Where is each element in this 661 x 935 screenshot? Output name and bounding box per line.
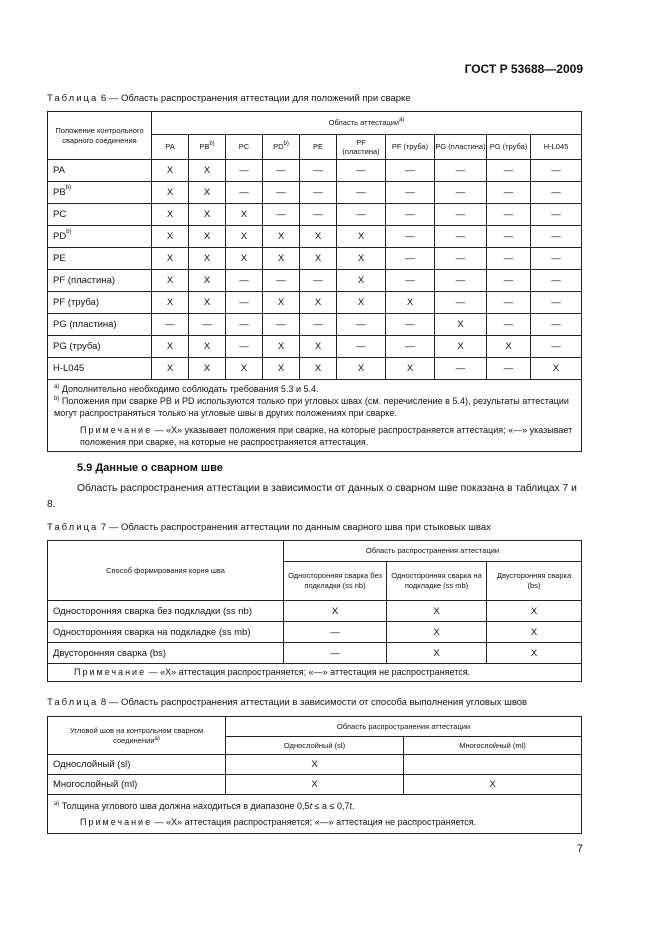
table-cell: X bbox=[300, 248, 337, 270]
footnote-a-mid: ≤ a ≤ 0,7 bbox=[312, 801, 350, 811]
table-cell: — bbox=[487, 182, 531, 204]
table-row bbox=[48, 314, 582, 336]
table-cell bbox=[404, 755, 582, 775]
table-cell: X bbox=[189, 336, 226, 358]
table6-caption-word: Таблица bbox=[47, 93, 99, 104]
table-cell: — bbox=[531, 292, 582, 314]
table-cell: — bbox=[531, 248, 582, 270]
table-cell: X bbox=[284, 601, 387, 622]
table-cell: — bbox=[263, 314, 300, 336]
table-cell: X bbox=[152, 160, 189, 182]
table8-footnote-a bbox=[54, 801, 355, 811]
table-cell: — bbox=[263, 270, 300, 292]
row-label-text: PD bbox=[53, 231, 67, 242]
table6-col-header bbox=[300, 135, 337, 160]
table7-col-header: Односторонняя сварка без подкладки (ss nb) bbox=[284, 562, 387, 601]
standard-number: ГОСТ Р 53688—2009 bbox=[464, 62, 583, 76]
table8-caption bbox=[47, 697, 527, 708]
table-cell: — bbox=[263, 160, 300, 182]
table-cell: X bbox=[337, 292, 386, 314]
table-cell: — bbox=[337, 182, 386, 204]
table-cell: — bbox=[386, 204, 435, 226]
table-cell: — bbox=[386, 336, 435, 358]
table-row bbox=[48, 248, 582, 270]
table-cell: — bbox=[226, 270, 263, 292]
table-row bbox=[48, 775, 582, 795]
table-cell: X bbox=[531, 358, 582, 380]
table-cell: — bbox=[300, 314, 337, 336]
col-label: PG (труба) bbox=[489, 142, 528, 152]
table-cell: X bbox=[189, 226, 226, 248]
row-label-text: PE bbox=[53, 253, 66, 264]
table-cell: — bbox=[189, 314, 226, 336]
table-cell: X bbox=[226, 358, 263, 380]
table-cell: X bbox=[300, 336, 337, 358]
table-cell: X bbox=[263, 248, 300, 270]
row-label-text: PB bbox=[53, 187, 66, 198]
note-word: Примечание bbox=[74, 667, 147, 677]
footnote-a-pre: Толщина углового шва должна находиться в диапазоне 0,5 bbox=[61, 801, 310, 811]
col-label: H-L045 bbox=[543, 142, 569, 152]
table-cell: X bbox=[152, 182, 189, 204]
table-cell: — bbox=[435, 270, 487, 292]
table-cell: X bbox=[337, 226, 386, 248]
table-cell: — bbox=[226, 182, 263, 204]
table6-col-header bbox=[386, 135, 435, 160]
table6-footnote-a bbox=[54, 384, 318, 394]
table7-group-header: Область распространения аттестации bbox=[284, 541, 582, 562]
table-cell: X bbox=[226, 226, 263, 248]
table-cell: — bbox=[531, 226, 582, 248]
table-cell: X bbox=[189, 292, 226, 314]
footnote-a-t2: t bbox=[349, 801, 352, 811]
table8-note bbox=[54, 814, 575, 830]
table-cell: — bbox=[263, 204, 300, 226]
row-label bbox=[48, 270, 152, 292]
table7-col-header: Односторонняя сварка на подкладке (ss mb) bbox=[387, 562, 487, 601]
col-label: PA bbox=[165, 142, 175, 152]
footnote-a-mark: a) bbox=[54, 801, 60, 807]
row-label: Однослойный (sl) bbox=[48, 755, 226, 775]
table-cell: — bbox=[531, 270, 582, 292]
table-cell: X bbox=[435, 314, 487, 336]
table7-caption-word: Таблица bbox=[47, 522, 99, 533]
table-cell: — bbox=[152, 314, 189, 336]
table-cell: — bbox=[226, 292, 263, 314]
table-cell: X bbox=[487, 643, 582, 664]
table-cell: X bbox=[152, 204, 189, 226]
table-cell: X bbox=[189, 358, 226, 380]
footnote-a-end: . bbox=[352, 801, 355, 811]
table-cell: X bbox=[300, 358, 337, 380]
table6-group-note: a) bbox=[399, 117, 405, 124]
table-cell: X bbox=[263, 358, 300, 380]
table8-caption-word: Таблица bbox=[47, 697, 99, 708]
table-cell: — bbox=[487, 204, 531, 226]
row-label-text: H-L045 bbox=[53, 363, 85, 374]
row-label bbox=[48, 248, 152, 270]
table-cell: X bbox=[387, 622, 487, 643]
table-cell: X bbox=[387, 643, 487, 664]
row-label-text: PA bbox=[53, 165, 65, 176]
table-cell: X bbox=[263, 336, 300, 358]
table-cell: X bbox=[226, 775, 404, 795]
table-cell: — bbox=[487, 292, 531, 314]
table-cell: — bbox=[386, 226, 435, 248]
col-label: PC bbox=[238, 142, 250, 152]
table-cell: — bbox=[386, 248, 435, 270]
table6-col-header bbox=[487, 135, 531, 160]
table8-rowhead bbox=[48, 717, 226, 755]
table6-group-header bbox=[152, 112, 582, 135]
row-label-text: PC bbox=[53, 209, 67, 220]
table6-col-header bbox=[152, 135, 189, 160]
table-cell: — bbox=[300, 204, 337, 226]
table-cell: — bbox=[435, 292, 487, 314]
table-cell: — bbox=[435, 248, 487, 270]
table-cell: — bbox=[300, 160, 337, 182]
row-label: Односторонняя сварка на подкладке (ss mb) bbox=[48, 622, 284, 643]
table-cell: X bbox=[300, 292, 337, 314]
table-cell: — bbox=[487, 358, 531, 380]
table6-group-label: Область аттестации bbox=[328, 118, 400, 128]
note-word: Примечание bbox=[80, 425, 153, 435]
row-label bbox=[48, 358, 152, 380]
table-cell: X bbox=[263, 292, 300, 314]
table7 bbox=[47, 540, 582, 682]
table-cell: — bbox=[531, 314, 582, 336]
table-cell: — bbox=[487, 248, 531, 270]
table-cell: X bbox=[189, 248, 226, 270]
table6-note bbox=[54, 424, 575, 448]
col-label: PF (пластина) bbox=[342, 137, 380, 156]
table-cell: — bbox=[531, 182, 582, 204]
col-label: PF (труба) bbox=[391, 142, 429, 152]
table6-col-header bbox=[226, 135, 263, 160]
table8-footnotes bbox=[48, 795, 582, 834]
table-row bbox=[48, 601, 582, 622]
table-cell: — bbox=[337, 336, 386, 358]
table-cell: — bbox=[487, 160, 531, 182]
table-row bbox=[48, 358, 582, 380]
row-label bbox=[48, 292, 152, 314]
row-label bbox=[48, 314, 152, 336]
table-cell: — bbox=[337, 160, 386, 182]
table-cell: X bbox=[226, 755, 404, 775]
table-row bbox=[48, 622, 582, 643]
page-number: 7 bbox=[576, 843, 583, 855]
table-cell: — bbox=[487, 226, 531, 248]
table8-rowhead-label: Угловой шов на контрольном сварном соединении bbox=[69, 725, 204, 745]
table-cell: X bbox=[435, 336, 487, 358]
table-cell: X bbox=[189, 270, 226, 292]
table-cell: X bbox=[404, 775, 582, 795]
col-label: PE bbox=[312, 142, 323, 152]
table-cell: X bbox=[189, 182, 226, 204]
table-cell: X bbox=[152, 270, 189, 292]
table-cell: — bbox=[435, 182, 487, 204]
table8-rowhead-note: a) bbox=[154, 735, 160, 742]
note-text: — «X» указывает положения при сварке, на которые распространяется аттестация; «—» указывает положения при сварке, на которые не распространяется аттестация. bbox=[80, 425, 573, 447]
table-cell: X bbox=[487, 622, 582, 643]
table-row bbox=[48, 292, 582, 314]
footnote-b-text: Положения при сварке PB и PD используются только при угловых швах (см. перечисление в 5.4), результаты аттестации могут распространяться только на угловые швы в других положениях при сварке. bbox=[54, 396, 569, 418]
table-row bbox=[48, 643, 582, 664]
table-cell: — bbox=[226, 336, 263, 358]
table-cell: — bbox=[435, 358, 487, 380]
col-label: PD bbox=[273, 142, 284, 152]
table-cell: — bbox=[337, 204, 386, 226]
table8-col-header: Однослойный (sl) bbox=[226, 737, 404, 755]
note-text: — «X» аттестация распространяется; «—» аттестация не распространяется. bbox=[154, 817, 477, 827]
table-cell: — bbox=[487, 270, 531, 292]
table-cell: X bbox=[337, 270, 386, 292]
table-cell: X bbox=[152, 248, 189, 270]
table-row bbox=[48, 182, 582, 204]
table6-col-header bbox=[263, 135, 300, 160]
table7-rowhead: Способ формирования корня шва bbox=[48, 541, 284, 601]
col-label: PB bbox=[199, 142, 210, 152]
table-cell: — bbox=[435, 204, 487, 226]
table-cell: — bbox=[337, 314, 386, 336]
table8-caption-text: 8 — Область распространения аттестации в зависимости от способа выполнения угловых швов bbox=[100, 697, 528, 708]
table-row bbox=[48, 226, 582, 248]
table-cell: X bbox=[152, 292, 189, 314]
table-cell: X bbox=[152, 226, 189, 248]
table-row bbox=[48, 755, 582, 775]
table8 bbox=[47, 716, 582, 834]
table-cell: — bbox=[284, 622, 387, 643]
table-row bbox=[48, 204, 582, 226]
table-cell: X bbox=[387, 601, 487, 622]
footnote-a-mark: a) bbox=[54, 384, 60, 390]
row-label: Двусторонняя сварка (bs) bbox=[48, 643, 284, 664]
table-cell: — bbox=[226, 160, 263, 182]
note-word: Примечание bbox=[80, 817, 153, 827]
table6-caption-text: 6 — Область распространения аттестации для положений при сварке bbox=[100, 93, 411, 104]
table8-group-header: Область распространения аттестации bbox=[226, 717, 582, 737]
table6-col-header bbox=[189, 135, 226, 160]
table-cell: X bbox=[337, 248, 386, 270]
table-cell: X bbox=[226, 248, 263, 270]
table-cell: X bbox=[263, 226, 300, 248]
table-cell: — bbox=[300, 270, 337, 292]
col-note: b) bbox=[209, 141, 215, 148]
table-cell: — bbox=[263, 182, 300, 204]
table-cell: — bbox=[531, 336, 582, 358]
row-label-text: PF (пластина) bbox=[53, 275, 116, 286]
row-label: Многослойный (ml) bbox=[48, 775, 226, 795]
table6-col-header bbox=[531, 135, 582, 160]
table6-rowhead: Положение контрольного сварного соединения bbox=[48, 112, 152, 160]
row-label-text: PG (пластина) bbox=[53, 319, 117, 330]
footnote-b-mark: b) bbox=[54, 396, 60, 402]
row-note: b) bbox=[65, 185, 72, 191]
row-note: b) bbox=[66, 229, 72, 235]
table-cell: — bbox=[386, 270, 435, 292]
table6-footnotes bbox=[48, 380, 582, 452]
row-label-text: PF (труба) bbox=[53, 297, 99, 308]
table6-col-header bbox=[337, 135, 386, 160]
table-cell: X bbox=[189, 204, 226, 226]
table-cell: — bbox=[300, 182, 337, 204]
table-cell: — bbox=[226, 314, 263, 336]
table-cell: X bbox=[386, 292, 435, 314]
table-cell: — bbox=[487, 314, 531, 336]
table-cell: — bbox=[386, 160, 435, 182]
table-row bbox=[48, 270, 582, 292]
footnote-a-t: t bbox=[309, 801, 313, 811]
table7-col-header: Двусторонняя сварка (bs) bbox=[487, 562, 582, 601]
table-cell: X bbox=[337, 358, 386, 380]
table-cell: X bbox=[386, 358, 435, 380]
table-cell: — bbox=[435, 226, 487, 248]
col-note: b) bbox=[283, 141, 289, 148]
row-label bbox=[48, 160, 152, 182]
table-row bbox=[48, 160, 582, 182]
table-cell: X bbox=[152, 336, 189, 358]
row-label bbox=[48, 182, 152, 204]
footnote-a-text: Дополнительно необходимо соблюдать требования 5.3 и 5.4. bbox=[61, 384, 319, 394]
table-cell: X bbox=[189, 160, 226, 182]
table6 bbox=[47, 111, 582, 452]
table-cell: — bbox=[386, 182, 435, 204]
row-label: Односторонняя сварка без подкладки (ss nb) bbox=[48, 601, 284, 622]
table7-note bbox=[48, 664, 582, 682]
table7-caption bbox=[47, 522, 491, 533]
row-label bbox=[48, 336, 152, 358]
table8-col-header: Многослойный (ml) bbox=[404, 737, 582, 755]
section-paragraph: Область распространения аттестации в зависимости от данных о сварном шве показана в таблицах 7 и 8. bbox=[47, 483, 577, 510]
table-cell: — bbox=[284, 643, 387, 664]
table-cell: — bbox=[531, 160, 582, 182]
table-cell: X bbox=[152, 358, 189, 380]
row-label bbox=[48, 226, 152, 248]
table-row bbox=[48, 336, 582, 358]
table-cell: — bbox=[435, 160, 487, 182]
row-label-text: PG (труба) bbox=[53, 341, 101, 352]
col-label: PG (пластина) bbox=[435, 142, 486, 152]
table-cell: X bbox=[226, 204, 263, 226]
table6-col-header bbox=[435, 135, 487, 160]
table7-caption-text: 7 — Область распространения аттестации по данным сварного шва при стыковых швах bbox=[100, 522, 491, 533]
table-cell: — bbox=[531, 204, 582, 226]
table-cell: — bbox=[386, 314, 435, 336]
section-heading: 5.9 Данные о сварном шве bbox=[77, 462, 223, 474]
row-label bbox=[48, 204, 152, 226]
table6-caption bbox=[47, 93, 411, 104]
table-cell: X bbox=[487, 601, 582, 622]
table-cell: X bbox=[300, 226, 337, 248]
table-cell: X bbox=[487, 336, 531, 358]
note-text: — «X» аттестация распространяется; «—» аттестация не распространяется. bbox=[148, 667, 471, 677]
table6-footnote-b bbox=[54, 396, 569, 418]
